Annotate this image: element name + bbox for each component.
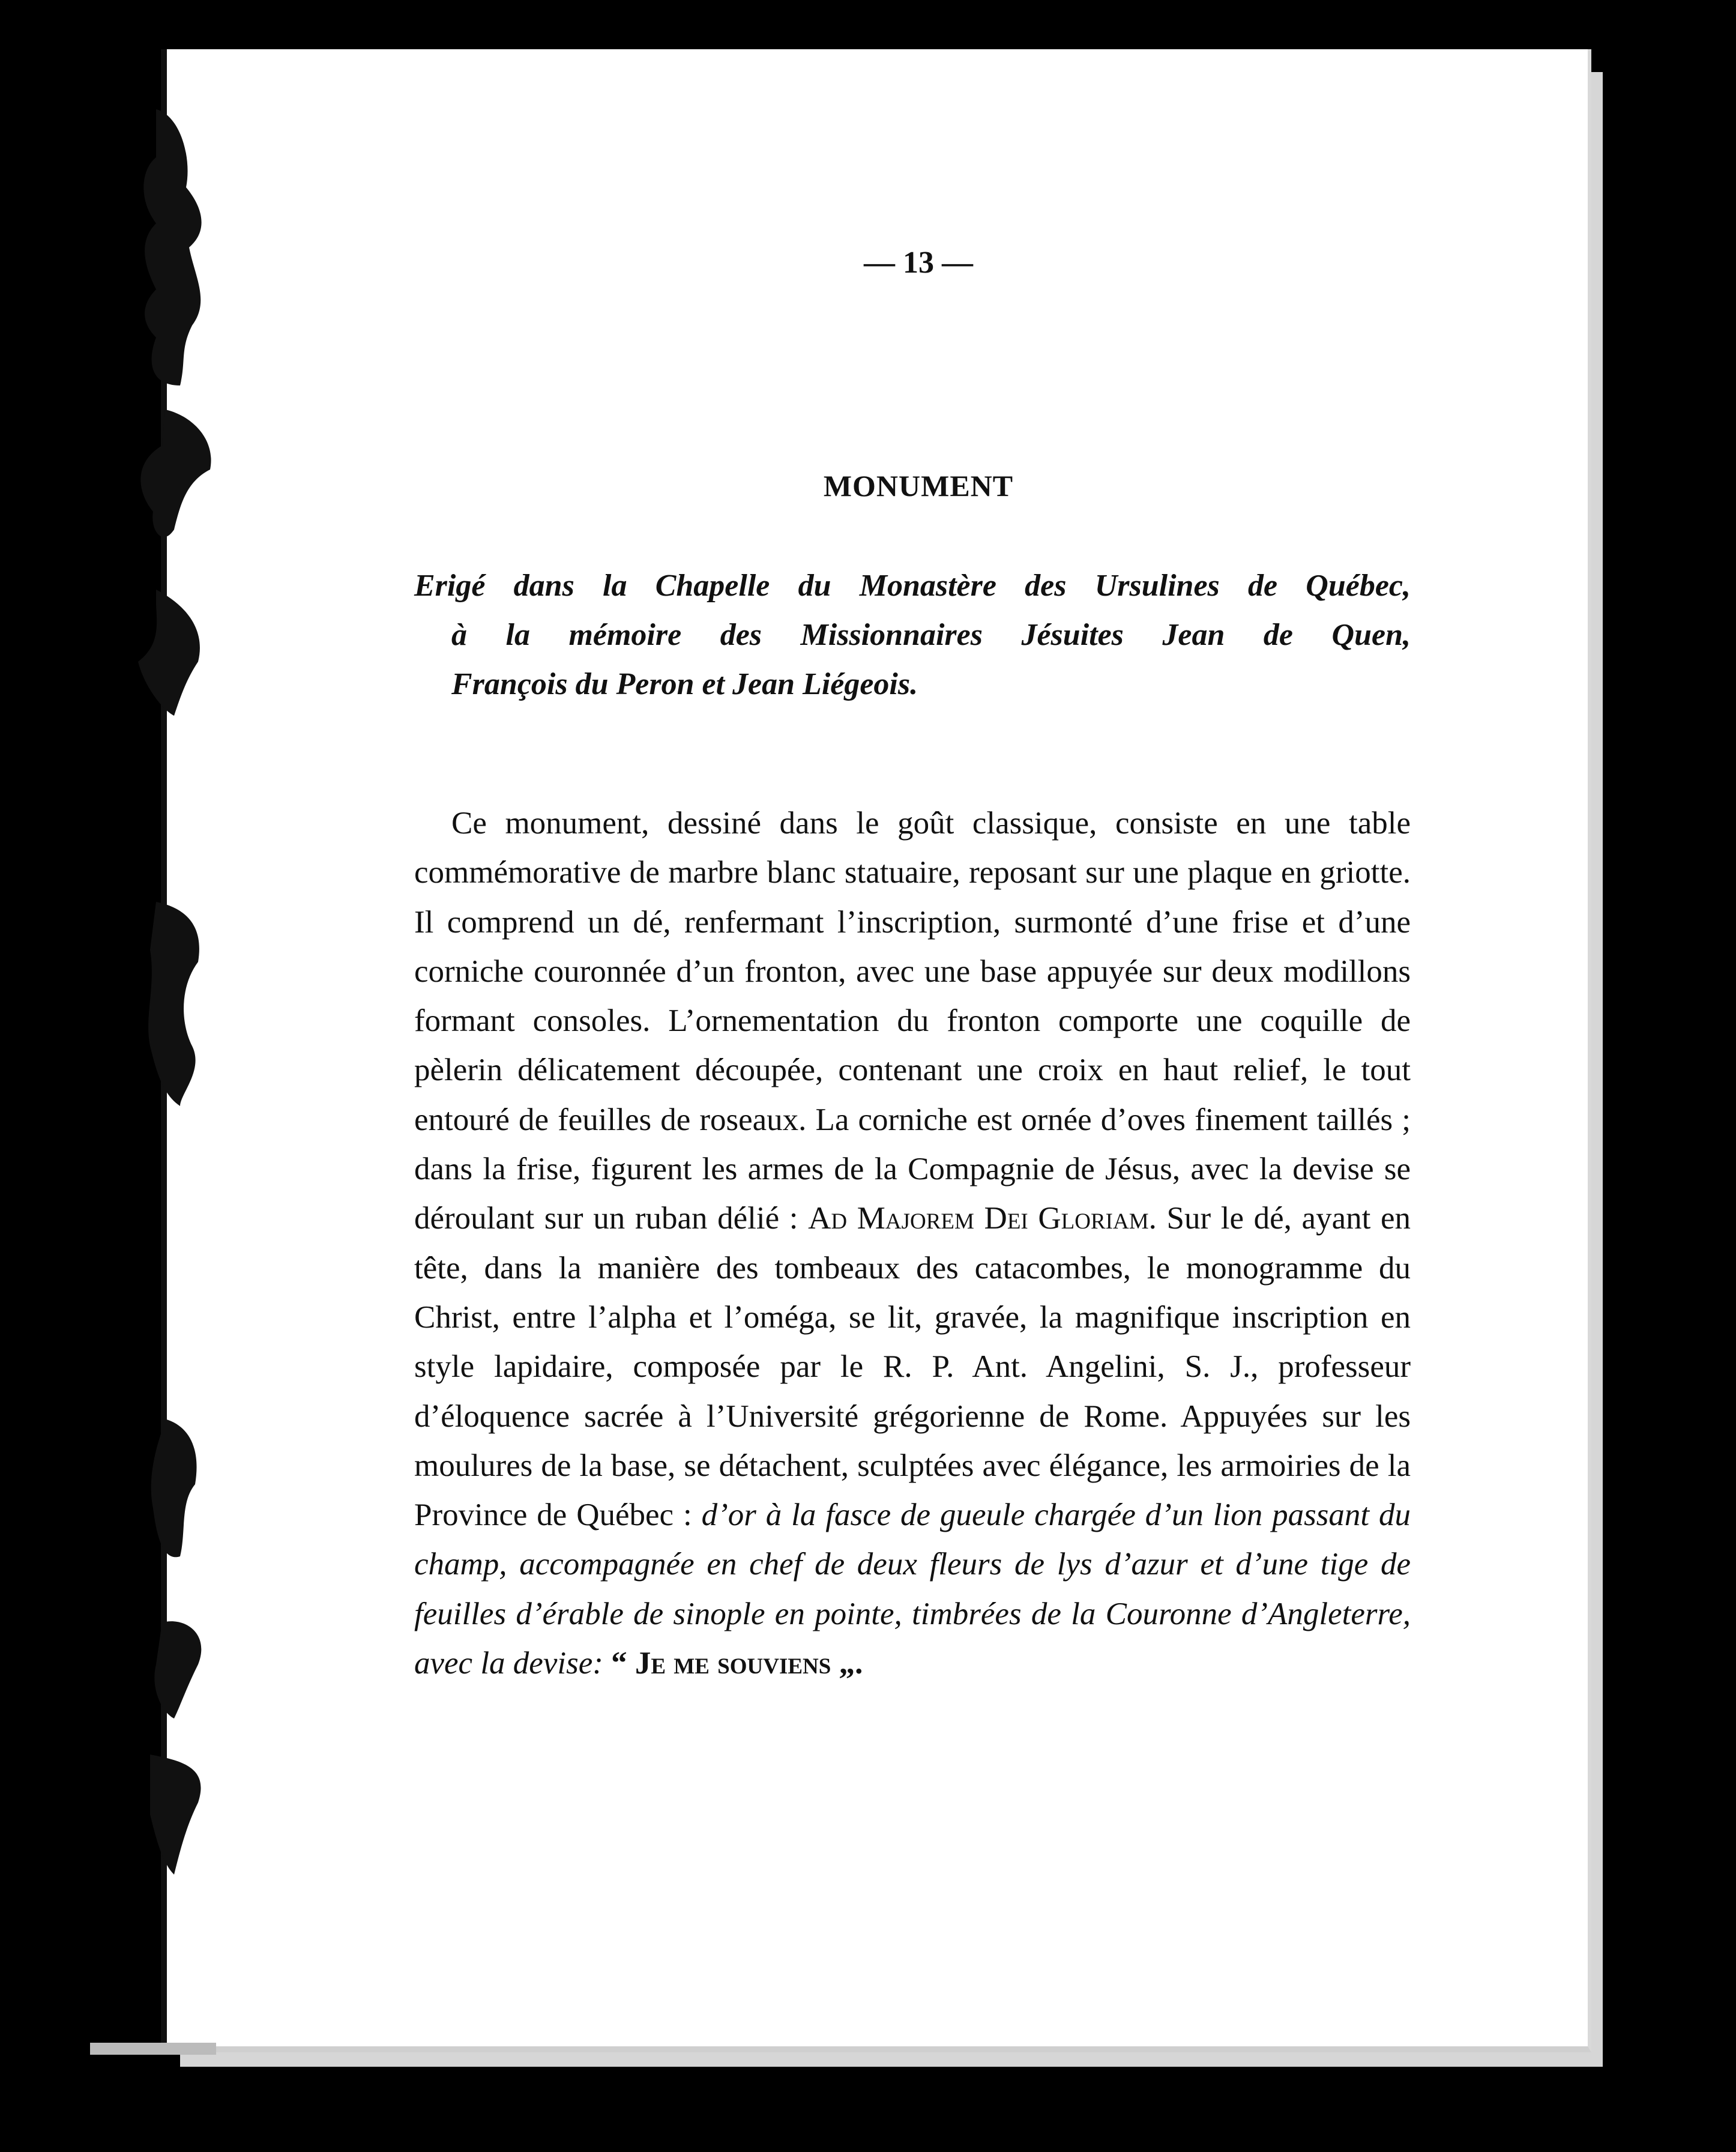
subtitle-line-1: Erigé dans la Chapelle du Monastère des Ursulines de Québec, xyxy=(414,569,1411,603)
body-text-part-2: Sur le dé, ayant en tête, dans la manière des tombeaux des catacombes, le monogramme du Christ, entre l’alpha et l’oméga, se lit, gravée, la magnifique inscription en style lapidaire, composée par le R. P. Ant. Angelini, S. J., professeur d’éloquence sacrée à l’Université grégorienne de Rome. Appuyées sur les moulures de la base, se détachent, sculptées avec élégance, les armoiries de la Province de Québec : xyxy=(414,1201,1411,1533)
subtitle-line-3: François du Peron et Jean Liégeois. xyxy=(451,667,918,701)
body-text-part-1: Ce monument, dessiné dans le goût classique, consiste en une table commémorative de marbre blanc statuaire, reposant sur une plaque en griotte. Il comprend un dé, renfermant l’inscription, surmonté d’une frise et d’une corniche couronnée d’un fronton, avec une base appuyée sur deux modillons formant consoles. L’ornementation du fronton comporte une coquille de pèlerin délicatement découpée, contenant une croix en haut relief, le tout entouré de feuilles de roseaux. La corniche est ornée d’oves finement taillés ; dans la frise, figurent les armes de la Compagnie de Jésus, avec la devise se déroulant sur un ruban délié : xyxy=(414,806,1411,1236)
subtitle xyxy=(414,561,1411,709)
blazon-description: d’or à la fasce de gueule chargée d’un lion passant du champ, accompagnée en chef de deux fleurs de lys d’azur et d’une tige de feuilles d’érable de sinople en pointe, timbrées de la Couronne d’Angleterre, avec la devise: xyxy=(414,1498,1411,1681)
subtitle-line-2: à la mémoire des Missionnaires Jésuites Jean de Quen, xyxy=(451,618,1411,652)
page-number: — 13 — xyxy=(864,246,973,280)
page-title: MONUMENT xyxy=(823,469,1014,503)
body-paragraph xyxy=(414,799,1411,1688)
torn-binding-edge xyxy=(90,49,216,2055)
motto-latin: Ad Majorem Dei Gloriam. xyxy=(808,1201,1157,1236)
motto-quebec: “ Je me souviens „. xyxy=(611,1646,863,1681)
